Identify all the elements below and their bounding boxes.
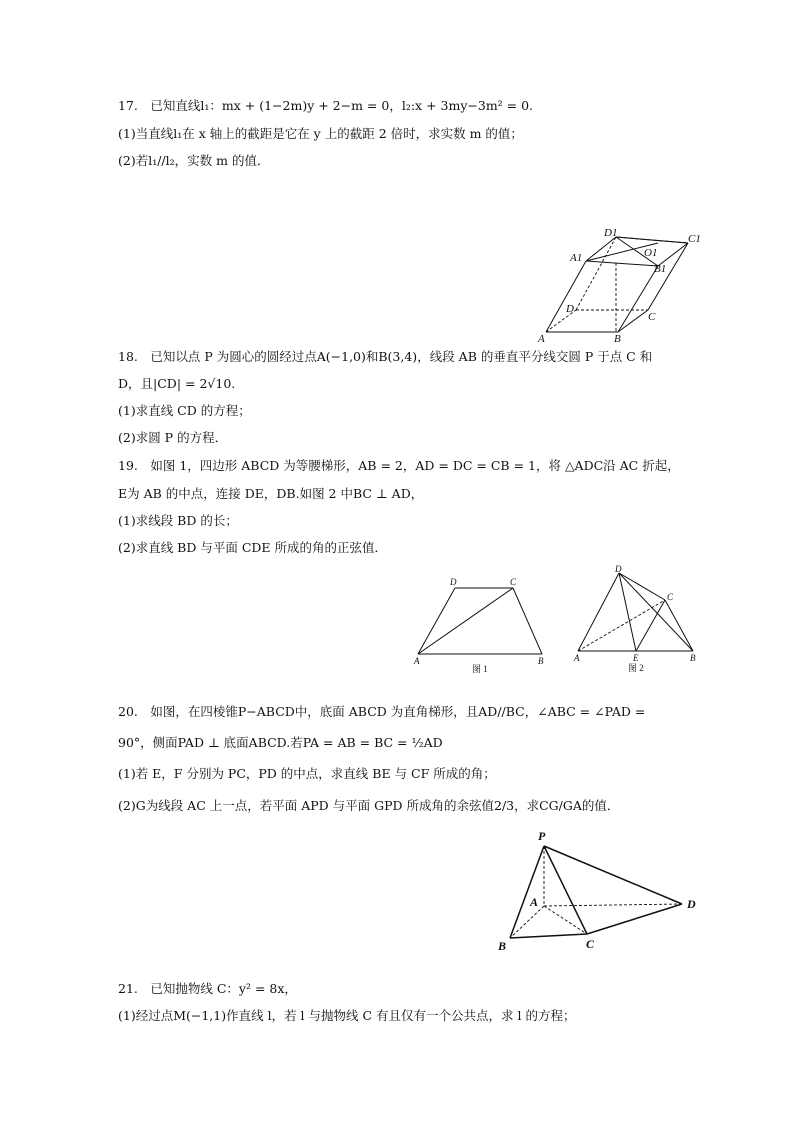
folded-label-a: A [574,653,580,663]
p18-q1: (1)求直线 CD 的方程； [118,403,251,418]
pyramid-label-p: P [538,829,546,843]
pyramid-label-a: A [530,895,539,909]
trapezoid-caption: 图 1 [472,664,488,674]
p20-stem-line2: 90°，侧面PAD ⊥ 底面ABCD.若PA = AB = BC = ½AD [118,735,443,750]
folded-label-e: E [633,653,639,663]
prism-label-a1: A1 [570,252,583,264]
p17-stem: 17. 已知直线l₁：mx + (1−2m)y + 2−m = 0，l₂:x + 3my−3m² = 0. [118,98,534,113]
folded-label-b: B [690,653,696,663]
prism-label-b: B [614,333,621,345]
p20-q1: (1)若 E，F 分别为 PC，PD 的中点，求直线 BE 与 CF 所成的角； [118,766,496,781]
pyramid-label-d: D [687,897,696,911]
p20-q2: (2)G为线段 AC 上一点，若平面 APD 与平面 GPD 所成角的余弦值2/3，求CG/GA的值． [118,798,620,813]
prism-label-o1: O1 [644,247,658,259]
prism-label-c1: C1 [688,233,701,245]
folded-label-d: D [615,564,622,574]
prism-label-d1: D1 [604,227,618,239]
prism-label-a: A [538,333,545,345]
p19-q2: (2)求直线 BD 与平面 CDE 所成的角的正弦值． [118,540,388,555]
prism-label-b1: B1 [654,263,667,275]
prism-label-d: D [566,303,574,315]
prism-label-c: C [648,311,656,323]
pyramid-figure [492,826,706,956]
p18-stem-line1: 18. 已知以点 P 为圆心的圆经过点A(−1,0)和B(3,4)，线段 AB 的垂直平分线交圆 P 于点 C 和 [118,349,653,364]
p17-q1: (1)当直线l₁在 x 轴上的截距是它在 y 上的截距 2 倍时，求实数 m 的值； [118,126,523,141]
trapezoid-label-b: B [538,656,544,666]
p17-q2: (2)若l₁//l₂，实数 m 的值． [118,153,270,168]
folded-figure [570,564,704,676]
p21-stem: 21. 已知抛物线 C：y² = 8x， [118,981,297,996]
prism-figure [536,224,708,346]
trapezoid-label-d: D [450,577,457,587]
pyramid-label-c: C [586,937,595,951]
trapezoid-label-c: C [510,577,517,587]
p18-stem-line2: D，且|CD| = 2√10. [118,376,236,391]
trapezoid-label-a: A [414,656,420,666]
trapezoid-figure [410,574,558,676]
p21-q1: (1)经过点M(−1,1)作直线 l，若 l 与抛物线 C 有且仅有一个公共点，求 l 的方程； [118,1008,576,1023]
folded-caption: 图 2 [628,663,644,673]
p19-q1: (1)求线段 BD 的长； [118,513,238,528]
folded-label-c: C [667,592,674,602]
p20-stem-line1: 20. 如图，在四棱锥P−ABCD中，底面 ABCD 为直角梯形，且AD//BC，∠ABC = ∠PAD = [118,704,646,719]
p19-stem-line1: 19. 如图 1，四边形 ABCD 为等腰梯形，AB = 2，AD = DC = CB = 1，将 △ADC沿 AC 折起， [118,458,680,473]
p18-q2: (2)求圆 P 的方程． [118,430,228,445]
pyramid-label-b: B [498,939,507,953]
p19-stem-line2: E为 AB 的中点，连接 DE，DB.如图 2 中BC ⊥ AD， [118,486,424,501]
